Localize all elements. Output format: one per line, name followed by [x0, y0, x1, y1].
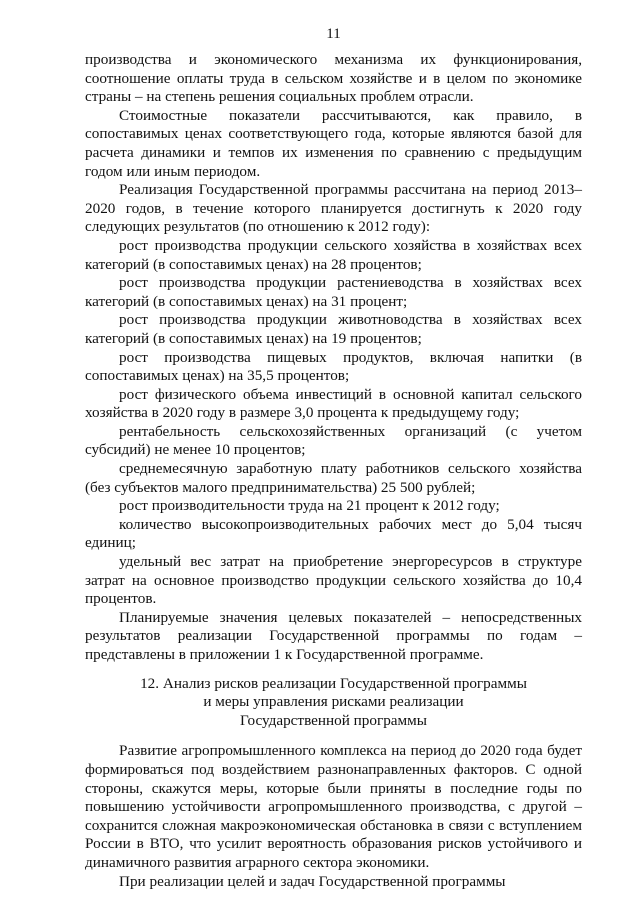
result-item: рост производства продукции растениеводства в хозяйствах всех категорий (в сопоставимых ценах) на 31 процент;: [85, 274, 582, 310]
section-heading-line: 12. Анализ рисков реализации Государственной программы: [140, 674, 527, 692]
result-item: среднемесячную заработную плату работников сельского хозяйства (без субъектов малого предпринимательства) 25 500 рублей;: [85, 460, 582, 496]
result-item: рентабельность сельскохозяйственных организаций (с учетом субсидий) не менее 10 процентов;: [85, 422, 582, 459]
paragraph: Стоимостные показатели рассчитываются, как правило, в сопоставимых ценах соответствующего года, которые являются базой для расчета динамики и темпов их изменения по сравнению с предыдущим годом или иным периодом.: [85, 106, 582, 180]
paragraph: При реализации целей и задач Государственной программы: [119, 872, 506, 890]
result-item: количество высокопроизводительных рабочих мест до 5,04 тысяч единиц;: [85, 515, 582, 552]
page-number: 11: [326, 26, 341, 42]
body-after-section: [85, 742, 582, 891]
result-item: рост производительности труда на 21 процент к 2012 году;: [119, 497, 500, 515]
result-item: рост производства пищевых продуктов, включая напитки (в сопоставимых ценах) на 35,5 процентов;: [85, 348, 582, 385]
section-heading-line: Государственной программы: [240, 711, 427, 729]
result-item: удельный вес затрат на приобретение энергоресурсов в структуре затрат на основное производство продукции сельского хозяйства до 10,4 процентов.: [85, 553, 582, 608]
paragraph: производства и экономического механизма их функционирования, соотношение оплаты труда в сельском хозяйстве и в целом по экономике страны – на степень решения социальных проблем отрасли.: [85, 51, 582, 106]
paragraph: Планируемые значения целевых показателей – непосредственных результатов реализации Государственной программы по годам – представлены в приложении 1 к Государственной программе.: [85, 608, 582, 663]
result-item: рост физического объема инвестиций в основной капитал сельского хозяйства в 2020 году в размере 3,0 процента к предыдущему году;: [85, 385, 582, 422]
body-before-section: [85, 51, 582, 665]
section-heading-line: и меры управления рисками реализации: [203, 693, 464, 711]
paragraph: Реализация Государственной программы рассчитана на период 2013–2020 годов, в течение которого планируется достигнуть к 2020 году следующих результатов (по отношению к 2012 году):: [85, 181, 582, 236]
result-item: рост производства продукции животноводства в хозяйствах всех категорий (в сопоставимых ценах) на 19 процентов;: [85, 311, 582, 347]
result-item: рост производства продукции сельского хозяйства в хозяйствах всех категорий (в сопоставимых ценах) на 28 процентов;: [85, 236, 582, 273]
section-heading: [85, 675, 582, 731]
paragraph: Развитие агропромышленного комплекса на период до 2020 года будет формироваться под воздействием разнонаправленных факторов. С одной стороны, скажутся меры, которые были приняты в последние годы по повышению устойчивости агропромышленного производства, с другой – сохранится сложная макроэкономическая обстановка в связи с вступлением России в ВТО, что усилит вероятность образования рисков устойчивого и динамичного развития аграрного сектора экономики.: [85, 742, 582, 871]
